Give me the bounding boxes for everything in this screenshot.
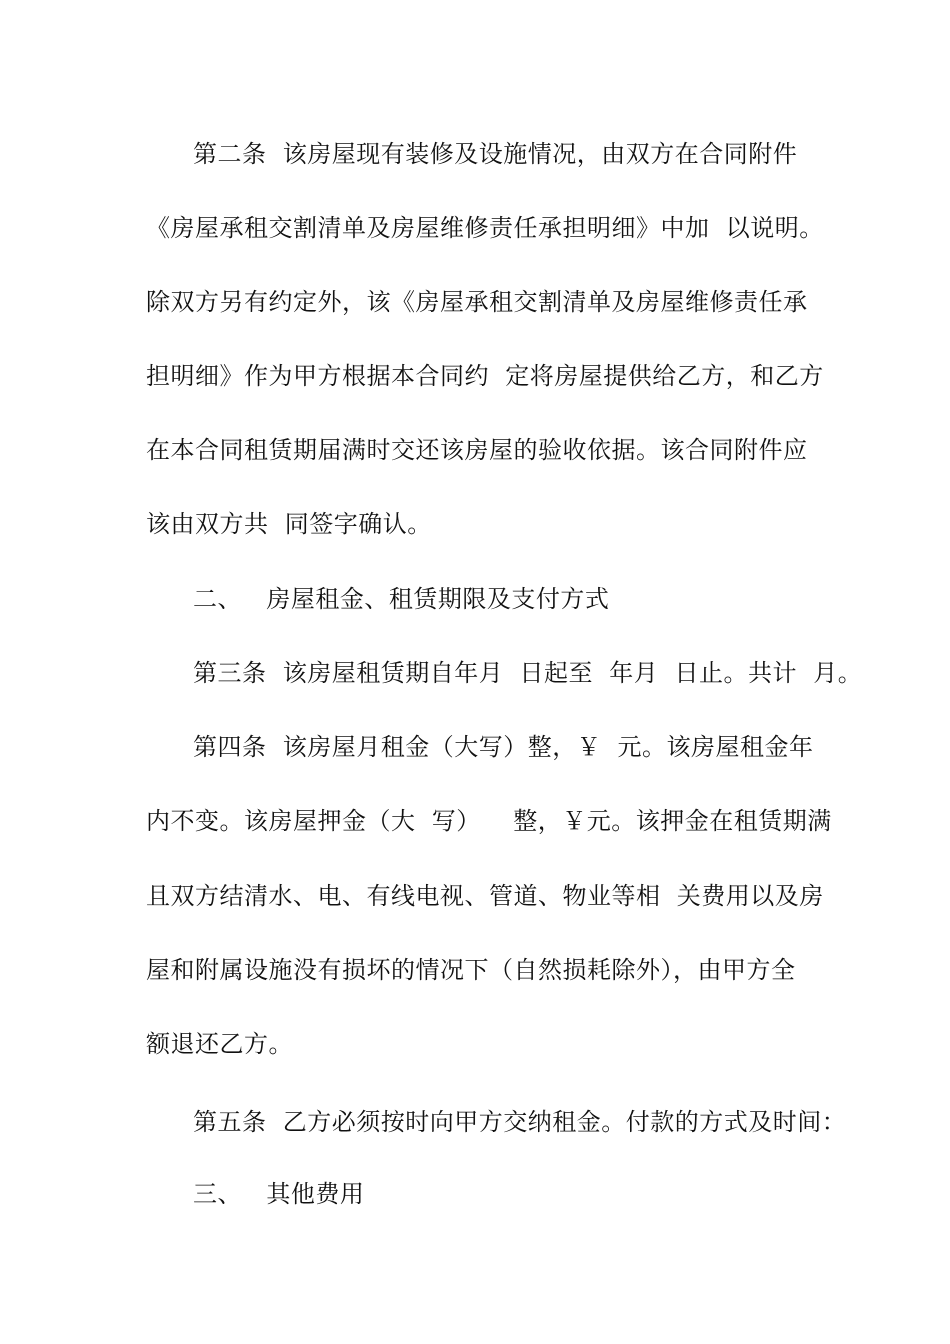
clause-2-line-2: 《房屋承租交割清单及房屋维修责任承担明细》中加 以说明。 <box>146 214 824 242</box>
clause-4-line-4: 屋和附属设施没有损坏的情况下（自然损耗除外），由甲方全 <box>146 956 796 984</box>
clause-5-line-1: 第五条 乙方必须按时向甲方交纳租金。付款的方式及时间： <box>193 1108 847 1136</box>
clause-2-line-6: 该由双方共 同签字确认。 <box>146 510 432 538</box>
clause-4-line-2: 内不变。该房屋押金（大 写） 整，￥元。该押金在租赁期满 <box>146 807 832 835</box>
clause-4-line-3: 且双方结清水、电、有线电视、管道、物业等相 关费用以及房 <box>146 882 824 910</box>
section-3-heading: 三、 其他费用 <box>193 1180 365 1208</box>
clause-4-line-1: 第四条 该房屋月租金（大写）整，￥ 元。该房屋租金年 <box>193 733 814 761</box>
section-2-heading: 二、 房屋租金、租赁期限及支付方式 <box>193 585 610 613</box>
clause-3-line-1: 第三条 该房屋租赁期自年月 日起至 年月 日止。共计 月。 <box>193 659 863 687</box>
clause-2-line-3: 除双方另有约定外，该《房屋承租交割清单及房屋维修责任承 <box>146 288 808 316</box>
clause-4-line-5: 额退还乙方。 <box>146 1030 293 1058</box>
clause-2-line-4: 担明细》作为甲方根据本合同约 定将房屋提供给乙方，和乙方 <box>146 362 824 390</box>
clause-2-line-1: 第二条 该房屋现有装修及设施情况，由双方在合同附件 <box>193 140 798 168</box>
clause-2-line-5: 在本合同租赁期届满时交还该房屋的验收依据。该合同附件应 <box>146 436 808 464</box>
